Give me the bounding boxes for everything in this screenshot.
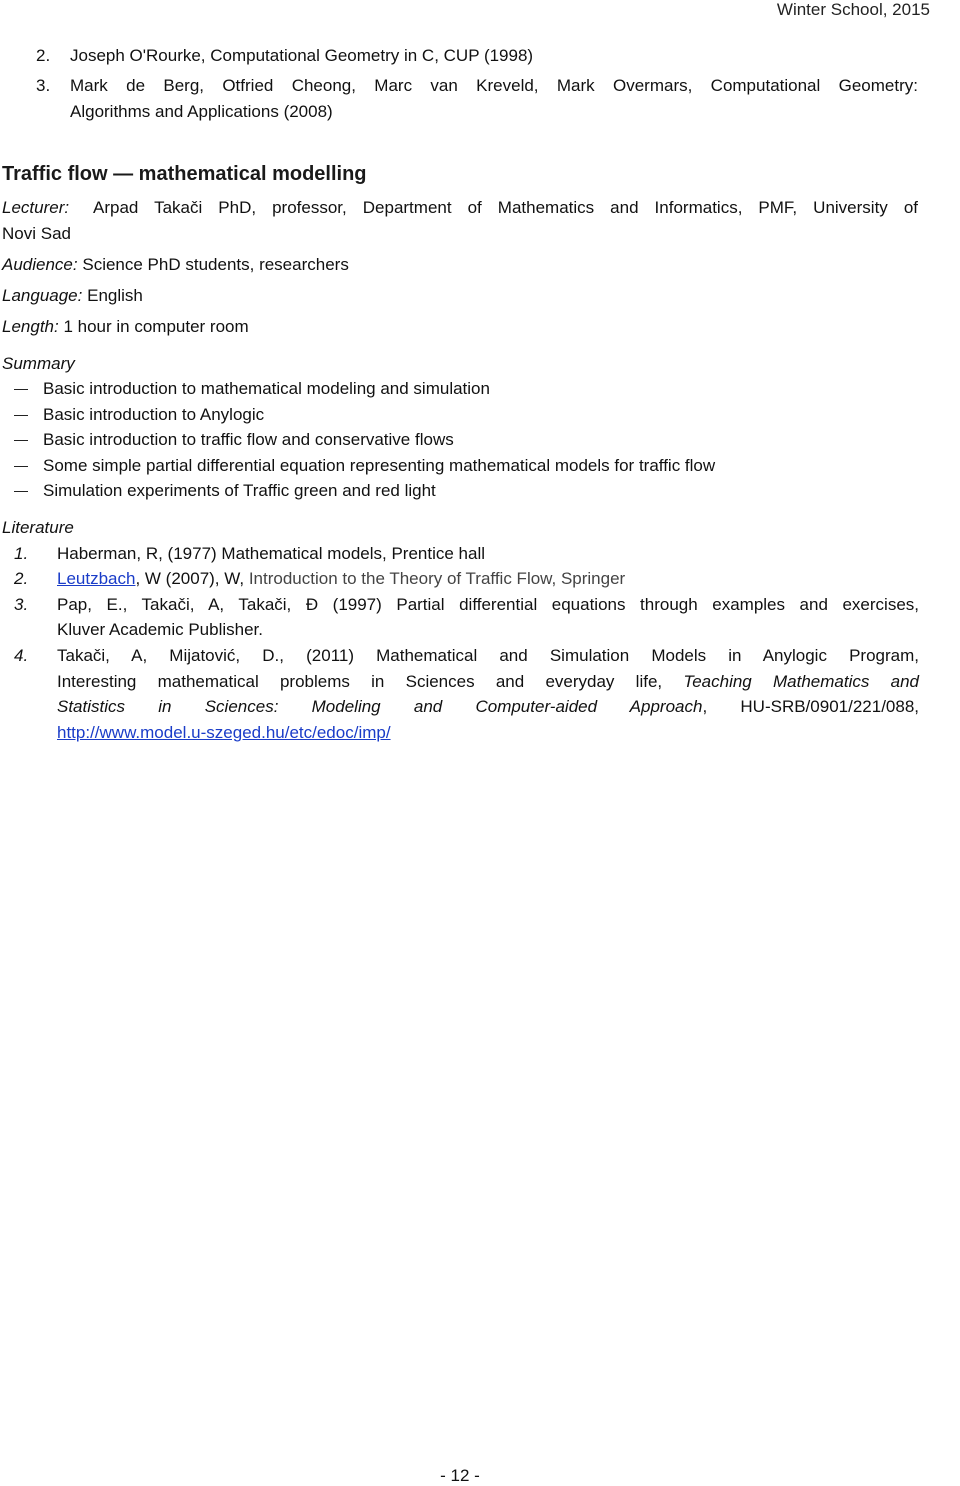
summary-item: Basic introduction to Anylogic — [43, 405, 265, 424]
lecturer-label: Lecturer: — [2, 198, 70, 217]
summary-item: Basic introduction to traffic flow and conservative flows — [43, 430, 454, 449]
literature-item-continued: Kluver Academic Publisher. — [57, 620, 263, 639]
running-header: Winter School, 2015 — [776, 0, 930, 19]
dash-bullet-icon — [14, 440, 28, 441]
page-number: - 12 - — [440, 1466, 480, 1485]
literature-item-continued — [57, 672, 919, 692]
literature-item-text: , W (2007), W, — [135, 569, 249, 588]
length-row — [2, 317, 249, 337]
lecturer-row — [2, 198, 69, 218]
literature-item: Takači, A, Mijatović, D., (2011) Mathematical and Simulation Models in Anylogic Program, — [57, 646, 919, 665]
reference-text: Joseph O'Rourke, Computational Geometry in C, CUP (1998) — [70, 46, 534, 65]
length-value: 1 hour in computer room — [63, 317, 249, 336]
author-link[interactable]: Leutzbach — [57, 569, 136, 588]
literature-item: Pap, E., Takači, A, Takači, Đ (1997) Partial differential equations through examples and exercises, — [57, 595, 919, 614]
lecturer-value-continued: Novi Sad — [2, 224, 71, 243]
audience-value: Science PhD students, researchers — [82, 255, 349, 274]
dash-bullet-icon — [14, 466, 28, 467]
language-value: English — [87, 286, 143, 305]
dash-bullet-icon — [14, 415, 28, 416]
summary-heading: Summary — [2, 354, 75, 373]
language-row — [2, 286, 143, 306]
summary-item: Some simple partial differential equation representing mathematical models for traffic flow — [43, 456, 716, 475]
summary-item: Basic introduction to mathematical modeling and simulation — [43, 379, 490, 398]
literature-item — [57, 569, 919, 589]
dash-bullet-icon — [14, 389, 28, 390]
lecturer-value: Arpad Takači PhD, professor, Department of Mathematics and Informatics, PMF, University of — [93, 198, 918, 217]
language-label: Language: — [2, 286, 83, 305]
literature-number: 1. — [14, 544, 29, 563]
literature-item: Haberman, R, (1977) Mathematical models, Prentice hall — [57, 544, 486, 563]
journal-title: Teaching Mathematics and — [683, 672, 919, 691]
summary-item: Simulation experiments of Traffic green and red light — [43, 481, 436, 500]
literature-item-continued — [57, 723, 919, 743]
literature-item-text: Interesting mathematical problems in Sciences and everyday life, — [57, 672, 663, 691]
literature-number: 2. — [14, 569, 29, 588]
literature-number: 4. — [14, 646, 29, 665]
audience-row — [2, 255, 349, 275]
literature-item-title: Introduction to the Theory of Traffic Flow, Springer — [248, 569, 626, 588]
literature-number: 3. — [14, 595, 29, 614]
literature-item-text: , HU-SRB/0901/221/088, — [702, 697, 920, 716]
url-link[interactable]: http://www.model.u-szeged.hu/etc/edoc/imp/ — [57, 723, 391, 742]
length-label: Length: — [2, 317, 59, 336]
journal-title: Statistics in Sciences: Modeling and Computer-aided Approach — [57, 697, 703, 716]
reference-text-continued: Algorithms and Applications (2008) — [70, 102, 333, 121]
course-title: Traffic flow — mathematical modelling — [2, 163, 367, 185]
reference-item — [36, 46, 50, 66]
reference-text: Mark de Berg, Otfried Cheong, Marc van Kreveld, Mark Overmars, Computational Geometry: — [70, 76, 918, 95]
dash-bullet-icon — [14, 491, 28, 492]
literature-item-continued — [57, 697, 919, 717]
audience-label: Audience: — [2, 255, 78, 274]
reference-number: 3. — [36, 76, 51, 95]
reference-number: 2. — [36, 46, 51, 65]
literature-heading: Literature — [2, 518, 74, 537]
